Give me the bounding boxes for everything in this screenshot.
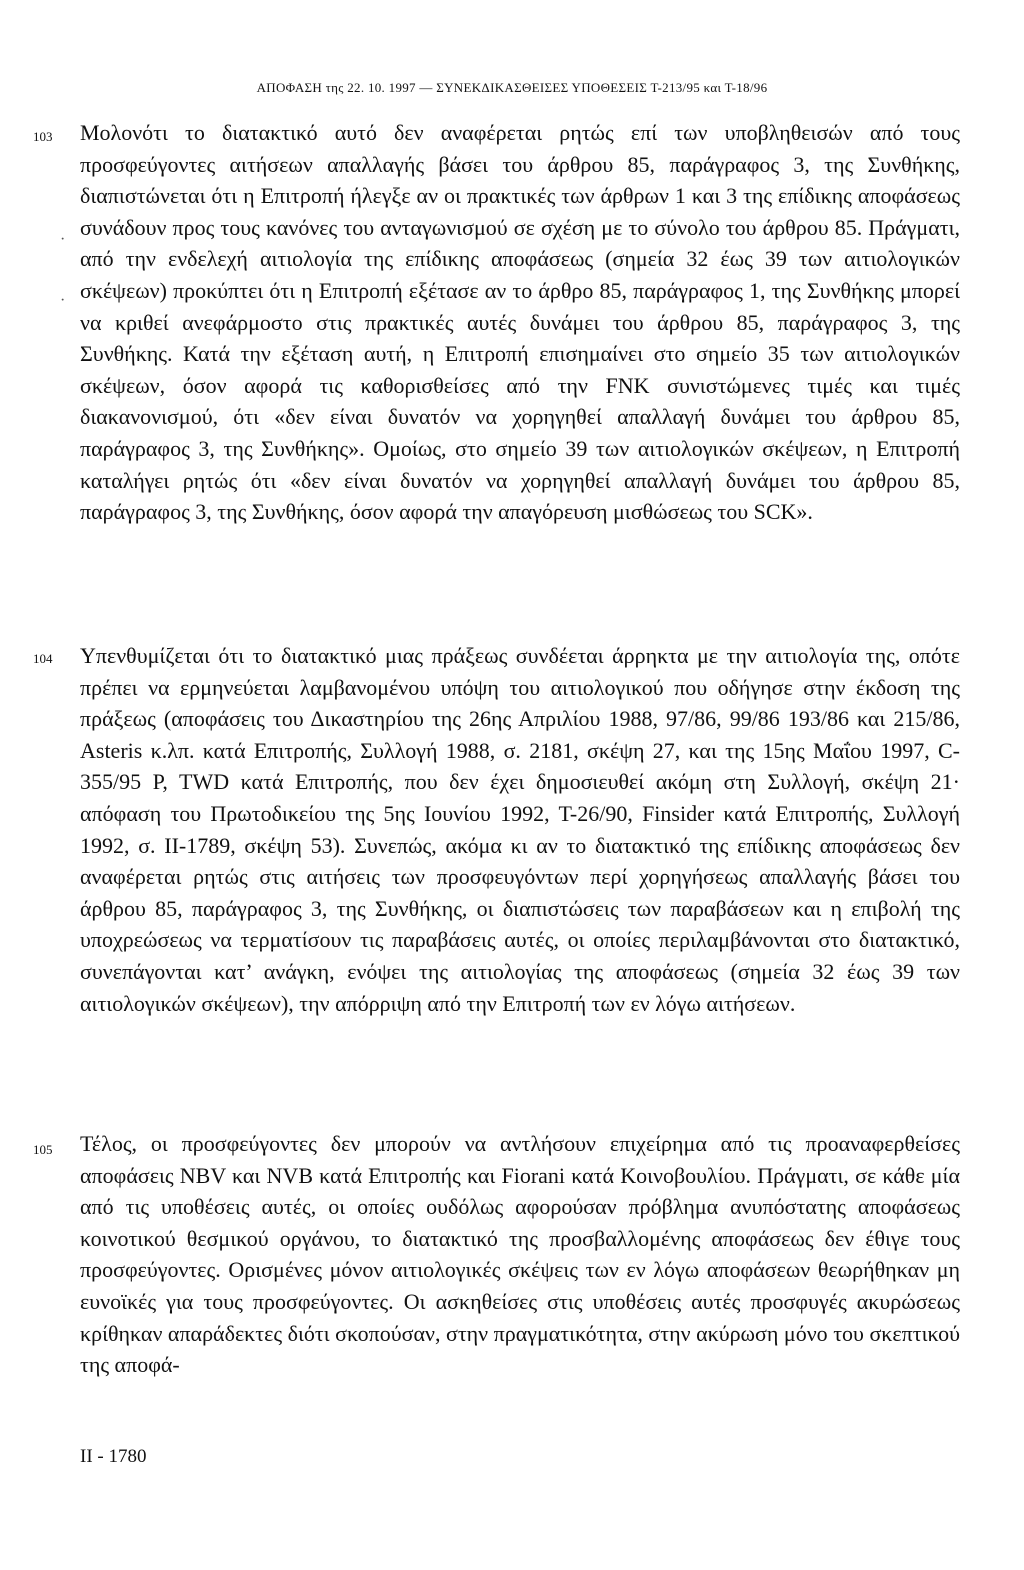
paragraph-number-103: 103 — [33, 129, 53, 144]
paragraph-105: Τέλος, οι προσφεύγοντες δεν μπορούν να αντλήσουν επιχείρημα από τις προαναφερθείσες αποφάσεις NBV και NVB κατά Επιτροπής και Fiorani κατά Κοινοβουλίου. Πράγματι, σε κάθε μία από τις υποθέσεις αυτές, οι οποίες ουδόλως αφορούσαν πρόβλημα ανυπόστατης αποφάσεως κοινοτικού θεσμικού οργάνου, το διατακτικό της προσβαλλομένης αποφάσεως δεν έθιγε τους προσφεύγοντες. Ορισμένες μόνον αιτιολογικές σκέψεις των εν λόγω αποφάσεων θεωρήθηκαν μη ευνοϊκές για τους προσφεύγοντες. Οι ασκηθείσες στις υποθέσεις αυτές προσφυγές ακυρώσεως κρίθηκαν απαράδεκτες διότι σκοπούσαν, στην πραγματικότητα, στην ακύρωση μόνο του σκεπτικού της αποφά- — [80, 1131, 960, 1378]
paragraph-number-105: 105 — [33, 1142, 53, 1157]
paragraph-104: Υπενθυμίζεται ότι το διατακτικό μιας πράξεως συνδέεται άρρηκτα με την αιτιολογία της, οπότε πρέπει να ερμηνεύεται λαμβανομένου υπόψη του αιτιολογικού που οδήγησε στην έκδοση της πράξεως (αποφάσεις του Δικαστηρίου της 26ης Απριλίου 1988, 97/86, 99/86 193/86 και 215/86, Asteris κ.λπ. κατά Επιτροπής, Συλλογή 1988, σ. 2181, σκέψη 27, και της 15ης Μαΐου 1997, C-355/95 P, TWD κατά Επιτροπής, που δεν έχει δημοσιευθεί ακόμη στη Συλλογή, σκέψη 21· απόφαση του Πρωτοδικείου της 5ης Ιουνίου 1992, Τ-26/90, Finsider κατά Επιτροπής, Συλλογή 1992, σ. II-1789, σκέψη 53). Συνεπώς, ακόμα κι αν το διατακτικό της επίδικης αποφάσεως δεν αναφέρεται ρητώς στις αιτήσεις των προσφευγόντων περί χορηγήσεως απαλλαγής βάσει του άρθρου 85, παράγραφος 3, της Συνθήκης, οι διαπιστώσεις των παραβάσεων και η επιβολή της υποχρεώσεως να τερματίσουν τις παραβάσεις αυτές, οι οποίες περιλαμβάνονται στο διατακτικό, συνεπάγονται κατ’ ανάγκη, ενόψει της αιτιολογίας της αποφάσεως (σημεία 32 έως 39 των αιτιολογικών σκέψεων), την απόρριψη από την Επιτροπή των εν λόγω αιτήσεων. — [80, 643, 960, 1016]
paragraph-number-104: 104 — [33, 651, 53, 666]
page-number: II - 1780 — [80, 1446, 147, 1467]
margin-mark: · — [60, 231, 66, 248]
margin-mark: · — [60, 292, 66, 309]
running-header: ΑΠΟΦΑΣΗ της 22. 10. 1997 — ΣΥΝΕΚΔΙΚΑΣΘΕΙΣΕΣ ΥΠΟΘΕΣΕΙΣ Τ-213/95 και Τ-18/96 — [256, 80, 768, 95]
paragraph-103: Μολονότι το διατακτικό αυτό δεν αναφέρεται ρητώς επί των υποβληθεισών από τους προσφεύγοντες αιτήσεων απαλλαγής βάσει του άρθρου 85, παράγραφος 3, της Συνθήκης, διαπιστώνεται ότι η Επιτροπή ήλεγξε αν οι πρακτικές των άρθρων 1 και 3 της επίδικης αποφάσεως συνάδουν προς τους κανόνες του ανταγωνισμού σε σχέση με το σύνολο του άρθρου 85. Πράγματι, από την ενδελεχή αιτιολογία της επίδικης αποφάσεως (σημεία 32 έως 39 των αιτιολογικών σκέψεων) προκύπτει ότι η Επιτροπή εξέτασε αν το άρθρο 85, παράγραφος 1, της Συνθήκης μπορεί να κριθεί ανεφάρμοστο στις πρακτικές αυτές δυνάμει του άρθρου 85, παράγραφος 3, της Συνθήκης. Κατά την εξέταση αυτή, η Επιτροπή επισημαίνει στο σημείο 35 των αιτιολογικών σκέψεων, όσον αφορά τις καθορισθείσες από την FNK συνιστώμενες τιμές και τιμές διακανονισμού, ότι «δεν είναι δυνατόν να χορηγηθεί απαλλαγή δυνάμει του άρθρου 85, παράγραφος 3, της Συνθήκης». Ομοίως, στο σημείο 39 των αιτιολογικών σκέψεων, η Επιτροπή καταλήγει ρητώς ότι «δεν είναι δυνατόν να χορηγηθεί απαλλαγή δυνάμει του άρθρου 85, παράγραφος 3, της Συνθήκης, όσον αφορά την απαγόρευση μισθώσεως του SCK». — [80, 120, 960, 525]
